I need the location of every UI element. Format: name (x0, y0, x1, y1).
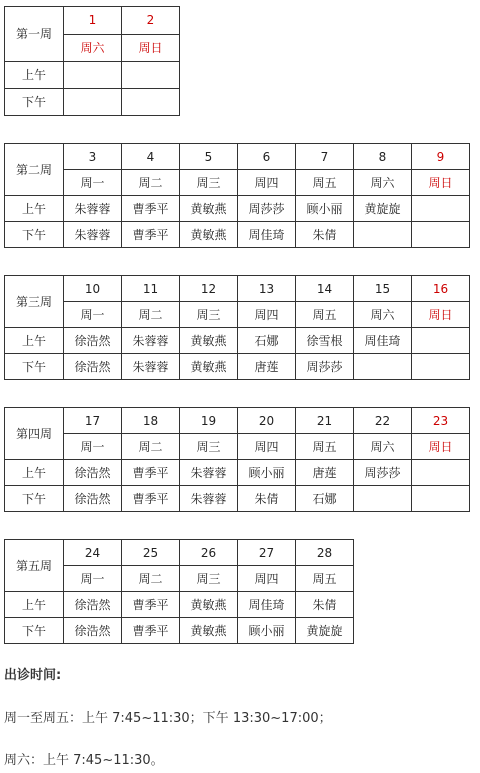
doctor-cell: 周佳琦 (238, 592, 296, 618)
pm-label: 下午 (5, 354, 64, 380)
doctor-cell (64, 89, 122, 116)
weekday-cell: 周五 (296, 302, 354, 328)
date-cell: 11 (122, 276, 180, 302)
table-row (5, 170, 470, 196)
am-label: 上午 (5, 460, 64, 486)
doctor-cell: 曹季平 (122, 460, 180, 486)
weekday-cell: 周二 (122, 302, 180, 328)
am-label: 上午 (5, 62, 64, 89)
doctor-cell: 朱蓉蓉 (122, 328, 180, 354)
doctor-cell: 朱蓉蓉 (122, 354, 180, 380)
doctor-cell (64, 62, 122, 89)
table-row (5, 196, 470, 222)
doctor-cell (354, 222, 412, 248)
doctor-cell: 周莎莎 (354, 460, 412, 486)
pm-label: 下午 (5, 89, 64, 116)
doctor-cell: 朱倩 (238, 486, 296, 512)
weekday-cell: 周日 (412, 434, 470, 460)
doctor-cell (354, 486, 412, 512)
doctor-cell: 黄敏燕 (180, 328, 238, 354)
pm-label: 下午 (5, 222, 64, 248)
doctor-cell: 徐浩然 (64, 486, 122, 512)
table-row (5, 89, 180, 116)
week-2-table (4, 143, 470, 248)
doctor-cell: 曹季平 (122, 486, 180, 512)
doctor-cell: 顾小丽 (238, 460, 296, 486)
week-label: 第五周 (5, 540, 64, 592)
date-cell: 12 (180, 276, 238, 302)
date-cell: 13 (238, 276, 296, 302)
weekday-hours-text: 周一至周五：上午 7:45~11:30；下午 13:30~17:00； (4, 711, 332, 726)
table-row (5, 7, 180, 35)
table-row (5, 408, 470, 434)
week-3-table (4, 275, 470, 380)
weekday-cell: 周日 (412, 170, 470, 196)
doctor-cell: 徐浩然 (64, 460, 122, 486)
am-label: 上午 (5, 592, 64, 618)
weekday-cell: 周六 (354, 302, 412, 328)
doctor-cell: 曹季平 (122, 196, 180, 222)
week-1-table (4, 6, 180, 116)
doctor-cell: 徐浩然 (64, 328, 122, 354)
weekday-cell: 周一 (64, 566, 122, 592)
table-row (5, 62, 180, 89)
doctor-cell (122, 89, 180, 116)
doctor-cell: 黄敏燕 (180, 196, 238, 222)
week-label: 第一周 (5, 7, 64, 62)
date-cell: 2 (122, 7, 180, 35)
clinic-hours-title: 出诊时间: (4, 668, 62, 683)
date-cell: 18 (122, 408, 180, 434)
date-cell: 20 (238, 408, 296, 434)
doctor-cell: 黄旋旋 (354, 196, 412, 222)
doctor-cell: 曹季平 (122, 618, 180, 644)
doctor-cell: 唐莲 (238, 354, 296, 380)
doctor-cell: 朱倩 (296, 592, 354, 618)
week-label: 第四周 (5, 408, 64, 460)
week-label: 第二周 (5, 144, 64, 196)
weekday-cell: 周五 (296, 170, 354, 196)
table-row (5, 434, 470, 460)
weekday-cell: 周日 (122, 34, 180, 62)
doctor-cell: 朱蓉蓉 (180, 460, 238, 486)
table-row (5, 302, 470, 328)
doctor-cell: 顾小丽 (296, 196, 354, 222)
date-cell: 10 (64, 276, 122, 302)
weekday-cell: 周四 (238, 434, 296, 460)
weekday-cell: 周六 (354, 434, 412, 460)
doctor-cell: 徐雪根 (296, 328, 354, 354)
weekday-cell: 周五 (296, 434, 354, 460)
doctor-cell: 朱蓉蓉 (64, 222, 122, 248)
saturday-hours-text: 周六：上午 7:45~11:30。 (4, 753, 164, 768)
date-cell: 24 (64, 540, 122, 566)
table-row (5, 592, 354, 618)
doctor-cell (354, 354, 412, 380)
doctor-cell: 石娜 (296, 486, 354, 512)
weekday-cell: 周一 (64, 302, 122, 328)
weekday-cell: 周六 (64, 34, 122, 62)
weekday-cell: 周四 (238, 302, 296, 328)
table-row (5, 460, 470, 486)
date-cell: 15 (354, 276, 412, 302)
week-label: 第三周 (5, 276, 64, 328)
date-cell: 5 (180, 144, 238, 170)
doctor-cell (412, 354, 470, 380)
table-row (5, 144, 470, 170)
date-cell: 23 (412, 408, 470, 434)
table-row (5, 328, 470, 354)
weekday-cell: 周四 (238, 170, 296, 196)
date-cell: 25 (122, 540, 180, 566)
weekday-cell: 周三 (180, 302, 238, 328)
date-cell: 19 (180, 408, 238, 434)
doctor-cell: 周佳琦 (354, 328, 412, 354)
weekday-cell: 周三 (180, 566, 238, 592)
table-row (5, 276, 470, 302)
doctor-cell: 黄旋旋 (296, 618, 354, 644)
doctor-cell (122, 62, 180, 89)
doctor-cell: 朱蓉蓉 (180, 486, 238, 512)
weekday-cell: 周三 (180, 170, 238, 196)
doctor-cell: 周佳琦 (238, 222, 296, 248)
weekday-cell: 周一 (64, 434, 122, 460)
doctor-cell (412, 328, 470, 354)
doctor-cell: 徐浩然 (64, 354, 122, 380)
date-cell: 22 (354, 408, 412, 434)
doctor-cell: 徐浩然 (64, 618, 122, 644)
date-cell: 21 (296, 408, 354, 434)
am-label: 上午 (5, 328, 64, 354)
doctor-cell: 曹季平 (122, 592, 180, 618)
weekday-cell: 周四 (238, 566, 296, 592)
table-row (5, 540, 354, 566)
doctor-cell (412, 486, 470, 512)
date-cell: 27 (238, 540, 296, 566)
table-row (5, 486, 470, 512)
doctor-cell: 唐莲 (296, 460, 354, 486)
pm-label: 下午 (5, 618, 64, 644)
weekday-cell: 周一 (64, 170, 122, 196)
doctor-cell: 曹季平 (122, 222, 180, 248)
date-cell: 26 (180, 540, 238, 566)
weekday-cell: 周三 (180, 434, 238, 460)
doctor-cell (412, 196, 470, 222)
doctor-cell: 黄敏燕 (180, 592, 238, 618)
date-cell: 4 (122, 144, 180, 170)
weekday-cell: 周二 (122, 434, 180, 460)
date-cell: 28 (296, 540, 354, 566)
doctor-cell (412, 222, 470, 248)
doctor-cell: 周莎莎 (238, 196, 296, 222)
date-cell: 14 (296, 276, 354, 302)
doctor-cell (412, 460, 470, 486)
date-cell: 3 (64, 144, 122, 170)
doctor-cell: 朱倩 (296, 222, 354, 248)
doctor-cell: 黄敏燕 (180, 222, 238, 248)
table-row (5, 618, 354, 644)
weekday-cell: 周二 (122, 170, 180, 196)
doctor-cell: 徐浩然 (64, 592, 122, 618)
table-row (5, 354, 470, 380)
weekday-cell: 周日 (412, 302, 470, 328)
date-cell: 8 (354, 144, 412, 170)
weekday-cell: 周六 (354, 170, 412, 196)
date-cell: 6 (238, 144, 296, 170)
week-4-table (4, 407, 470, 512)
weekday-cell: 周五 (296, 566, 354, 592)
date-cell: 17 (64, 408, 122, 434)
date-cell: 1 (64, 7, 122, 35)
doctor-cell: 周莎莎 (296, 354, 354, 380)
pm-label: 下午 (5, 486, 64, 512)
doctor-cell: 黄敏燕 (180, 354, 238, 380)
am-label: 上午 (5, 196, 64, 222)
doctor-cell: 朱蓉蓉 (64, 196, 122, 222)
doctor-cell: 顾小丽 (238, 618, 296, 644)
date-cell: 7 (296, 144, 354, 170)
doctor-cell: 黄敏燕 (180, 618, 238, 644)
date-cell: 16 (412, 276, 470, 302)
date-cell: 9 (412, 144, 470, 170)
weekday-cell: 周二 (122, 566, 180, 592)
doctor-cell: 石娜 (238, 328, 296, 354)
table-row (5, 222, 470, 248)
week-5-table (4, 539, 354, 644)
